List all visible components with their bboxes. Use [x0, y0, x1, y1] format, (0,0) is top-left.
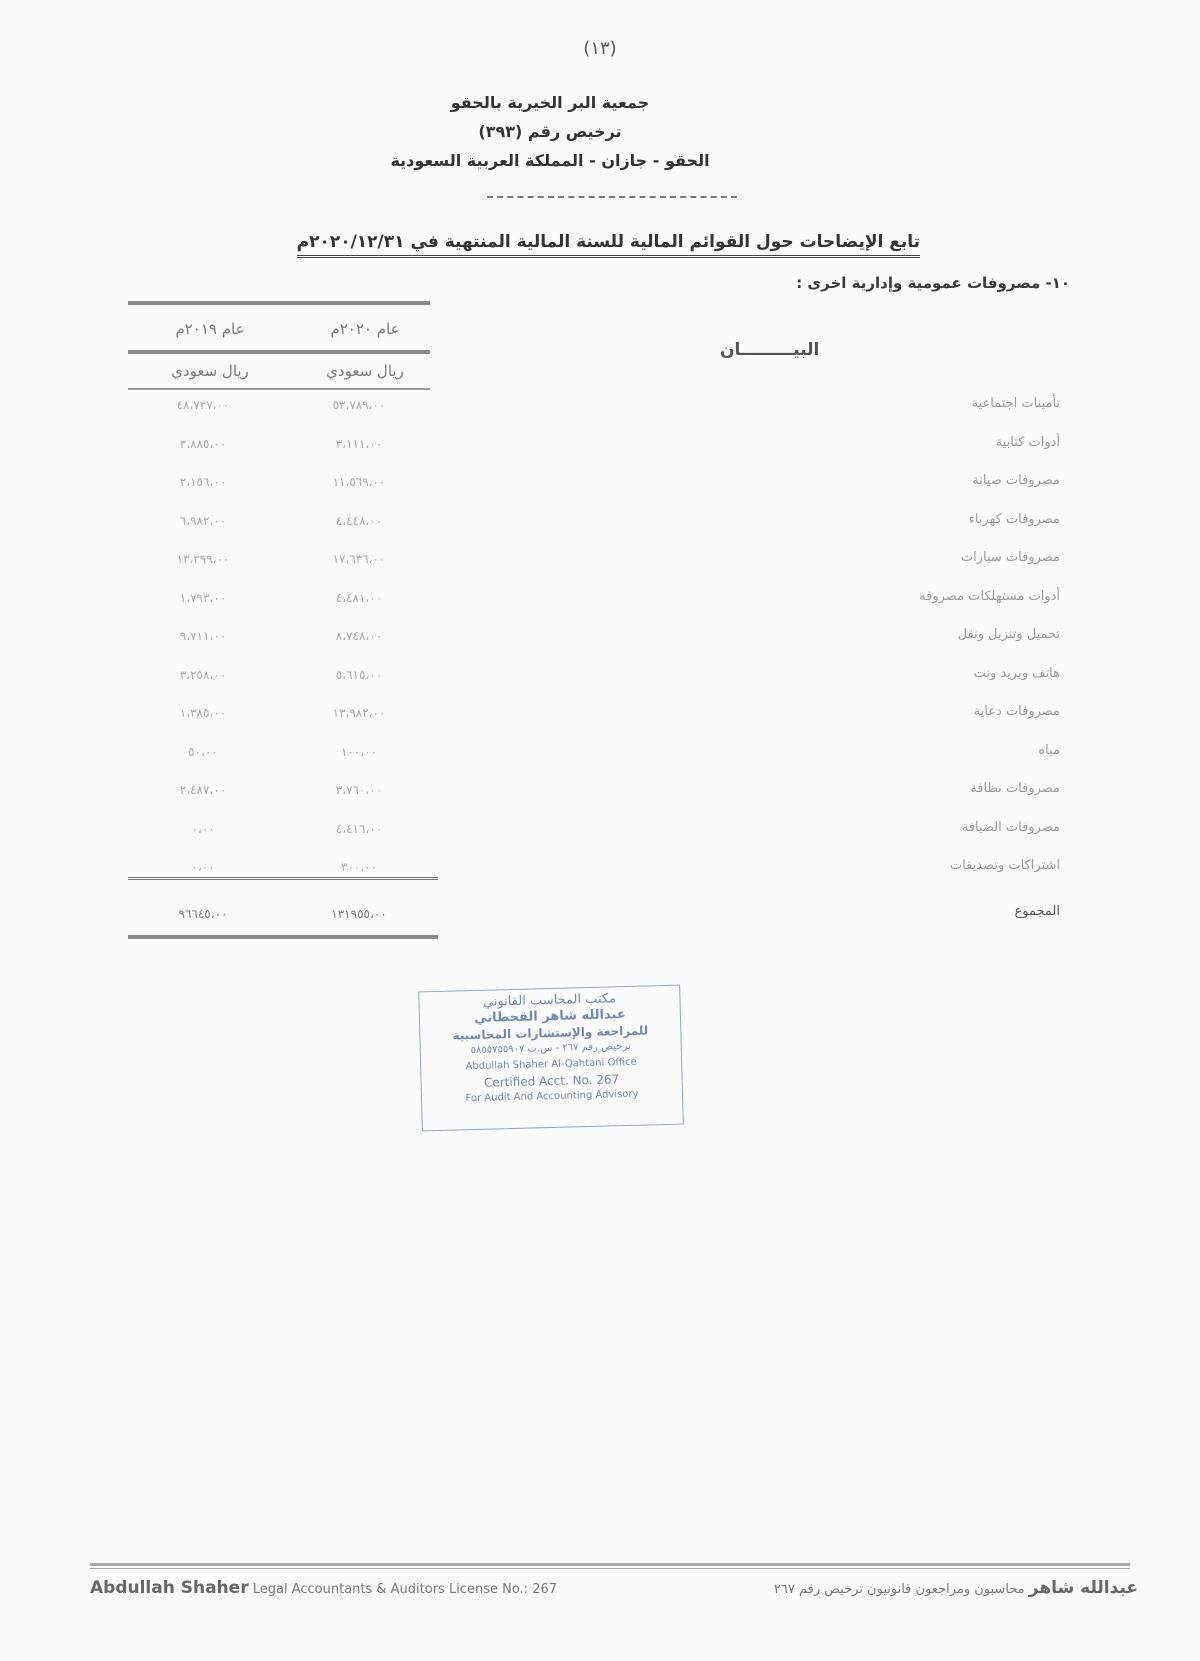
row-value-2019: ٢،٤٨٧،٠٠ — [179, 783, 227, 797]
stamp-line-7: For Audit And Accounting Advisory — [465, 1088, 639, 1105]
page-number: (١٣) — [583, 38, 617, 59]
currency-2020: ريال سعودي — [326, 362, 404, 380]
total-bottom-rule — [128, 935, 438, 939]
row-value-2020: ٣٠٠،٠٠ — [340, 860, 378, 874]
row-label: أدوات كتابية — [995, 434, 1060, 450]
note-title: تابع الإيضاحات حول القوائم المالية للسنة المالية المنتهية في ٢٠٢٠/١٢/٣١م — [297, 232, 920, 258]
currency-rule — [128, 388, 430, 390]
row-label: تأمينات اجتماعية — [971, 396, 1060, 411]
row-value-2020: ٨،٧٤٨،٠٠ — [335, 629, 383, 643]
row-label: مصروفات كهرباء — [968, 511, 1060, 527]
table-top-rule — [128, 301, 430, 305]
row-label: مياه — [1038, 742, 1060, 758]
row-value-2020: ١٧،٦٣٦،٠٠ — [332, 552, 386, 566]
row-value-2019: ٤٨،٧٢٧،٠٠ — [176, 398, 230, 412]
row-value-2020: ١٣،٩٨٢،٠٠ — [332, 706, 386, 720]
footer-en-desc: Legal Accountants & Auditors License No.: 267 — [252, 1582, 558, 1597]
location-line: الحقو - جازان - المملكة العربية السعودية — [390, 151, 710, 170]
row-value-2019: ١،٣٨٥،٠٠ — [179, 706, 227, 720]
row-value-2019: ٦،٩٨٢،٠٠ — [179, 513, 227, 528]
col-header-2019: عام ٢٠١٩م — [175, 320, 245, 338]
footer-ar-desc: محاسبون ومراجعون قانونيون ترخيص رقم ٢٦٧ — [773, 1582, 1025, 1597]
footer-en-name: Abdullah Shaher — [90, 1578, 249, 1598]
stamp-line-2: عبدالله شاهر القحطاني — [473, 1007, 626, 1026]
row-label: اشتراكات وتصديقات — [949, 858, 1060, 873]
total-2020: ١٣١٩٥٥،٠٠ — [331, 907, 387, 921]
footer-ar-name: عبدالله شاهر — [1028, 1578, 1138, 1598]
currency-2019: ريال سعودي — [171, 362, 249, 380]
row-value-2019: ١٣،٢٩٩،٠٠ — [176, 552, 230, 566]
footer-rule-thick — [90, 1563, 1130, 1566]
row-label: تحميل وتنزيل ونقل — [957, 627, 1060, 642]
row-label: مصروفات الضيافة — [961, 819, 1060, 835]
row-value-2020: ٤،٤١٦،٠٠ — [335, 821, 383, 836]
stamp-line-4: ترخيص رقم ٢٦٧ - س.ت ٥٨٥٥٧٥٥٩٠٧ — [470, 1040, 631, 1057]
row-value-2019: ٣،٢٥٨،٠٠ — [179, 667, 227, 682]
license-line: ترخيص رقم (٣٩٣) — [478, 122, 622, 141]
row-value-2020: ٤،٤٤٨،٠٠ — [335, 513, 383, 528]
col-header-2020: عام ٢٠٢٠م — [330, 320, 400, 338]
stamp-line-1: مكتب المحاسب القانوني — [482, 991, 617, 1010]
row-value-2019: ٠،٠٠ — [191, 821, 215, 836]
total-2019: ٩٦٦٤٥،٠٠ — [178, 907, 228, 921]
footer-rule-thin — [90, 1568, 1130, 1569]
row-label: مصروفات سيارات — [960, 550, 1060, 565]
row-value-2020: ١١،٥٦٩،٠٠ — [332, 475, 386, 489]
row-value-2020: ٥٣،٧٨٩،٠٠ — [332, 398, 386, 412]
row-value-2020: ٣،١١١،٠٠ — [335, 436, 383, 451]
row-value-2019: ٠،٠٠ — [191, 860, 215, 874]
row-label: مصروفات دعاية — [973, 704, 1060, 719]
row-label: أدوات مستهلكات مصروفه — [919, 588, 1060, 604]
stamp-line-6: Certified Acct. No. 267 — [483, 1072, 620, 1090]
footer-english — [90, 1578, 557, 1598]
footer-arabic — [774, 1578, 1138, 1598]
row-value-2020: ٥،٦١٥،٠٠ — [335, 667, 383, 682]
row-value-2019: ١،٧٩٣،٠٠ — [179, 590, 227, 605]
description-header: البيـــــــــان — [720, 340, 820, 360]
row-value-2019: ٣،٨٨٥،٠٠ — [179, 436, 227, 451]
row-value-2020: ٤،٤٨١،٠٠ — [335, 590, 383, 605]
header-divider — [487, 196, 737, 198]
row-label: مصروفات صيانة — [972, 473, 1060, 488]
row-label: هاتف وبريد ونت — [973, 665, 1060, 681]
row-label: مصروفات نظافة — [970, 781, 1060, 796]
row-value-2020: ٣،٧٦٠،٠٠ — [335, 783, 383, 797]
stamp-line-3: للمراجعة والإستشارات المحاسبية — [452, 1023, 649, 1043]
total-label: المجموع — [1014, 904, 1060, 919]
section-heading: ١٠- مصروفات عمومية وإدارية اخرى : — [796, 274, 1070, 292]
stamp-line-5: Abdullah Shaher Al-Qahtani Office — [465, 1056, 637, 1073]
org-name: جمعية البر الخيرية بالحقو — [450, 93, 650, 112]
row-value-2019: ٢،١٥٦،٠٠ — [179, 475, 227, 489]
row-value-2020: ١٠٠،٠٠ — [340, 744, 378, 759]
row-value-2019: ٥٠،٠٠ — [188, 744, 218, 759]
row-value-2019: ٩،٧١١،٠٠ — [179, 629, 227, 643]
total-top-rule — [128, 877, 438, 880]
header-rule — [128, 350, 430, 354]
auditor-stamp — [418, 985, 684, 1132]
